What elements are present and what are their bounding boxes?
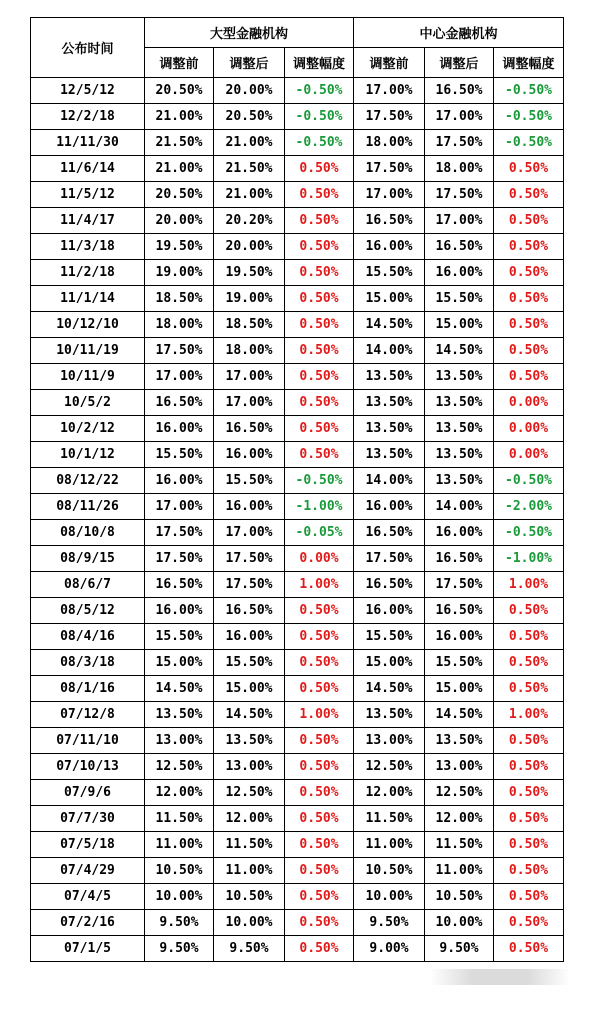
date-cell: 11/3/18 [31, 234, 145, 260]
ratio-cell: 15.00% [425, 676, 494, 702]
change-cell: 0.50% [494, 260, 564, 286]
ratio-cell: 13.50% [214, 728, 285, 754]
change-cell: 0.50% [285, 182, 354, 208]
ratio-cell: 10.50% [214, 884, 285, 910]
table-row [31, 910, 564, 936]
change-cell: 0.50% [285, 390, 354, 416]
ratio-cell: 18.50% [214, 312, 285, 338]
ratio-cell: 9.00% [354, 936, 425, 962]
ratio-cell: 14.00% [425, 494, 494, 520]
ratio-cell: 13.50% [354, 442, 425, 468]
ratio-cell: 17.50% [425, 182, 494, 208]
ratio-cell: 16.50% [425, 546, 494, 572]
date-cell: 11/5/12 [31, 182, 145, 208]
change-cell: 1.00% [285, 572, 354, 598]
change-cell: 0.50% [494, 780, 564, 806]
change-cell: -1.00% [285, 494, 354, 520]
ratio-cell: 17.00% [354, 78, 425, 104]
table-row [31, 702, 564, 728]
reserve-ratio-table [30, 17, 564, 962]
ratio-cell: 14.50% [354, 676, 425, 702]
change-cell: 0.50% [285, 780, 354, 806]
change-cell: 0.50% [494, 754, 564, 780]
table-row [31, 806, 564, 832]
date-cell: 07/2/16 [31, 910, 145, 936]
ratio-cell: 16.00% [354, 234, 425, 260]
change-cell: 0.00% [494, 416, 564, 442]
change-cell: -0.50% [494, 468, 564, 494]
ratio-cell: 9.50% [354, 910, 425, 936]
change-cell: 0.50% [285, 156, 354, 182]
ratio-cell: 15.00% [425, 312, 494, 338]
date-cell: 08/4/16 [31, 624, 145, 650]
header-row-groups [31, 18, 564, 48]
ratio-cell: 20.00% [145, 208, 214, 234]
change-cell: 0.50% [285, 754, 354, 780]
sub-header: 调整幅度 [285, 48, 354, 78]
ratio-cell: 21.00% [145, 104, 214, 130]
ratio-cell: 11.50% [145, 806, 214, 832]
ratio-cell: 16.00% [214, 494, 285, 520]
ratio-cell: 18.00% [145, 312, 214, 338]
table-row [31, 858, 564, 884]
change-cell: 0.50% [285, 286, 354, 312]
ratio-cell: 20.20% [214, 208, 285, 234]
table-row [31, 780, 564, 806]
date-cell: 07/4/5 [31, 884, 145, 910]
change-cell: 0.50% [494, 338, 564, 364]
ratio-cell: 17.00% [145, 494, 214, 520]
change-cell: 0.00% [285, 546, 354, 572]
date-cell: 10/12/10 [31, 312, 145, 338]
table-row [31, 78, 564, 104]
table-row [31, 650, 564, 676]
ratio-cell: 11.00% [425, 858, 494, 884]
change-cell: 0.50% [494, 156, 564, 182]
ratio-cell: 17.00% [425, 208, 494, 234]
ratio-cell: 17.00% [214, 520, 285, 546]
ratio-cell: 13.50% [354, 390, 425, 416]
ratio-cell: 15.00% [354, 650, 425, 676]
ratio-cell: 11.50% [425, 832, 494, 858]
date-cell: 07/4/29 [31, 858, 145, 884]
date-cell: 11/11/30 [31, 130, 145, 156]
ratio-cell: 14.00% [354, 338, 425, 364]
date-cell: 07/7/30 [31, 806, 145, 832]
date-cell: 08/9/15 [31, 546, 145, 572]
table-row [31, 598, 564, 624]
change-cell: 0.50% [494, 182, 564, 208]
change-cell: 1.00% [285, 702, 354, 728]
ratio-cell: 15.50% [145, 442, 214, 468]
ratio-cell: 11.00% [354, 832, 425, 858]
ratio-cell: 19.00% [145, 260, 214, 286]
ratio-cell: 18.50% [145, 286, 214, 312]
ratio-cell: 11.50% [354, 806, 425, 832]
ratio-cell: 13.50% [425, 416, 494, 442]
change-cell: -0.50% [494, 130, 564, 156]
sub-header: 调整后 [425, 48, 494, 78]
ratio-cell: 18.00% [425, 156, 494, 182]
change-cell: 0.50% [494, 858, 564, 884]
ratio-cell: 17.50% [214, 546, 285, 572]
change-cell: 0.50% [285, 234, 354, 260]
ratio-cell: 14.50% [214, 702, 285, 728]
date-cell: 12/5/12 [31, 78, 145, 104]
ratio-cell: 16.50% [425, 598, 494, 624]
ratio-cell: 9.50% [145, 936, 214, 962]
ratio-cell: 10.50% [145, 858, 214, 884]
sub-header: 调整后 [214, 48, 285, 78]
date-cell: 08/6/7 [31, 572, 145, 598]
ratio-cell: 13.00% [214, 754, 285, 780]
table-row [31, 624, 564, 650]
ratio-cell: 15.00% [214, 676, 285, 702]
sub-header: 调整前 [354, 48, 425, 78]
ratio-cell: 17.00% [145, 364, 214, 390]
ratio-cell: 16.00% [354, 598, 425, 624]
table-row [31, 494, 564, 520]
ratio-cell: 20.50% [145, 78, 214, 104]
ratio-cell: 16.00% [214, 442, 285, 468]
ratio-cell: 17.50% [145, 338, 214, 364]
date-cell: 08/10/8 [31, 520, 145, 546]
ratio-cell: 11.00% [145, 832, 214, 858]
ratio-cell: 20.50% [214, 104, 285, 130]
change-cell: 0.50% [494, 650, 564, 676]
change-cell: 0.50% [285, 312, 354, 338]
change-cell: -0.50% [285, 104, 354, 130]
ratio-cell: 21.50% [145, 130, 214, 156]
table-row [31, 442, 564, 468]
change-cell: 0.00% [494, 442, 564, 468]
change-cell: -0.50% [494, 104, 564, 130]
ratio-cell: 16.00% [354, 494, 425, 520]
ratio-cell: 16.50% [354, 572, 425, 598]
date-cell: 08/5/12 [31, 598, 145, 624]
ratio-cell: 14.50% [425, 702, 494, 728]
date-cell: 11/6/14 [31, 156, 145, 182]
change-cell: 0.50% [494, 624, 564, 650]
date-cell: 07/12/8 [31, 702, 145, 728]
ratio-cell: 13.00% [354, 728, 425, 754]
date-cell: 10/2/12 [31, 416, 145, 442]
change-cell: 0.50% [494, 936, 564, 962]
sub-header: 调整前 [145, 48, 214, 78]
ratio-cell: 15.00% [354, 286, 425, 312]
change-cell: 0.50% [285, 260, 354, 286]
table-row [31, 676, 564, 702]
ratio-cell: 17.50% [425, 130, 494, 156]
ratio-cell: 16.50% [425, 234, 494, 260]
date-cell: 08/12/22 [31, 468, 145, 494]
ratio-cell: 21.50% [214, 156, 285, 182]
change-cell: 0.50% [285, 728, 354, 754]
change-cell: 0.00% [494, 390, 564, 416]
table-row [31, 364, 564, 390]
ratio-cell: 17.50% [354, 156, 425, 182]
change-cell: 0.50% [494, 286, 564, 312]
ratio-cell: 21.00% [214, 130, 285, 156]
ratio-cell: 13.50% [354, 416, 425, 442]
ratio-cell: 15.00% [145, 650, 214, 676]
ratio-cell: 14.50% [145, 676, 214, 702]
date-cell: 07/5/18 [31, 832, 145, 858]
ratio-cell: 12.00% [145, 780, 214, 806]
ratio-cell: 17.50% [354, 104, 425, 130]
ratio-cell: 16.00% [425, 624, 494, 650]
table-row [31, 104, 564, 130]
ratio-cell: 12.50% [214, 780, 285, 806]
ratio-cell: 18.00% [354, 130, 425, 156]
ratio-cell: 16.00% [425, 260, 494, 286]
date-cell: 10/11/9 [31, 364, 145, 390]
change-cell: 0.50% [285, 624, 354, 650]
change-cell: -1.00% [494, 546, 564, 572]
ratio-cell: 13.50% [145, 702, 214, 728]
ratio-cell: 16.50% [425, 78, 494, 104]
date-cell: 10/5/2 [31, 390, 145, 416]
ratio-cell: 19.00% [214, 286, 285, 312]
change-cell: 0.50% [285, 650, 354, 676]
change-cell: -0.50% [285, 130, 354, 156]
table-row [31, 234, 564, 260]
ratio-cell: 12.00% [214, 806, 285, 832]
change-cell: 0.50% [285, 442, 354, 468]
ratio-cell: 17.00% [354, 182, 425, 208]
ratio-cell: 15.50% [425, 650, 494, 676]
ratio-cell: 16.00% [145, 598, 214, 624]
ratio-cell: 15.50% [214, 468, 285, 494]
table-row [31, 572, 564, 598]
change-cell: -0.05% [285, 520, 354, 546]
ratio-cell: 11.50% [214, 832, 285, 858]
ratio-cell: 11.00% [214, 858, 285, 884]
ratio-cell: 17.50% [425, 572, 494, 598]
table-row [31, 156, 564, 182]
date-column-header: 公布时间 [31, 18, 145, 78]
ratio-cell: 16.50% [214, 598, 285, 624]
change-cell: 0.50% [494, 676, 564, 702]
ratio-cell: 17.00% [214, 390, 285, 416]
ratio-cell: 17.50% [145, 546, 214, 572]
change-cell: 0.50% [285, 806, 354, 832]
change-cell: 1.00% [494, 702, 564, 728]
ratio-cell: 12.50% [145, 754, 214, 780]
date-cell: 07/11/10 [31, 728, 145, 754]
ratio-cell: 13.50% [354, 702, 425, 728]
ratio-cell: 16.00% [145, 416, 214, 442]
change-cell: -0.50% [285, 78, 354, 104]
change-cell: 0.50% [494, 208, 564, 234]
change-cell: 0.50% [494, 884, 564, 910]
change-cell: -0.50% [494, 520, 564, 546]
group-header-medium: 中心金融机构 [354, 18, 564, 48]
date-cell: 10/1/12 [31, 442, 145, 468]
ratio-cell: 13.50% [425, 728, 494, 754]
date-cell: 11/2/18 [31, 260, 145, 286]
change-cell: 0.50% [285, 416, 354, 442]
ratio-cell: 14.50% [425, 338, 494, 364]
ratio-cell: 13.50% [354, 364, 425, 390]
ratio-cell: 12.50% [425, 780, 494, 806]
ratio-cell: 13.00% [425, 754, 494, 780]
group-header-large: 大型金融机构 [145, 18, 354, 48]
date-cell: 07/9/6 [31, 780, 145, 806]
table-row [31, 338, 564, 364]
ratio-cell: 10.00% [425, 910, 494, 936]
table-row [31, 520, 564, 546]
change-cell: -0.50% [494, 78, 564, 104]
table-row [31, 468, 564, 494]
ratio-cell: 9.50% [145, 910, 214, 936]
change-cell: 0.50% [494, 364, 564, 390]
change-cell: 0.50% [494, 806, 564, 832]
ratio-cell: 17.50% [214, 572, 285, 598]
ratio-cell: 21.00% [214, 182, 285, 208]
ratio-cell: 17.50% [354, 546, 425, 572]
ratio-cell: 18.00% [214, 338, 285, 364]
ratio-cell: 16.00% [145, 468, 214, 494]
ratio-cell: 10.50% [425, 884, 494, 910]
table-row [31, 390, 564, 416]
ratio-cell: 13.50% [425, 468, 494, 494]
date-cell: 12/2/18 [31, 104, 145, 130]
change-cell: -0.50% [285, 468, 354, 494]
ratio-cell: 15.50% [354, 260, 425, 286]
date-cell: 07/10/13 [31, 754, 145, 780]
table-row [31, 208, 564, 234]
table-row [31, 884, 564, 910]
ratio-cell: 15.50% [354, 624, 425, 650]
ratio-cell: 20.00% [214, 234, 285, 260]
ratio-cell: 9.50% [214, 936, 285, 962]
date-cell: 11/1/14 [31, 286, 145, 312]
ratio-cell: 17.00% [425, 104, 494, 130]
ratio-cell: 15.50% [214, 650, 285, 676]
table-row [31, 728, 564, 754]
ratio-cell: 17.50% [145, 520, 214, 546]
date-cell: 11/4/17 [31, 208, 145, 234]
change-cell: 0.50% [285, 338, 354, 364]
change-cell: 1.00% [494, 572, 564, 598]
table-row [31, 416, 564, 442]
ratio-cell: 16.50% [354, 208, 425, 234]
table-row [31, 260, 564, 286]
ratio-cell: 10.00% [354, 884, 425, 910]
ratio-cell: 13.50% [425, 390, 494, 416]
change-cell: 0.50% [285, 858, 354, 884]
change-cell: 0.50% [494, 910, 564, 936]
change-cell: 0.50% [494, 234, 564, 260]
change-cell: 0.50% [494, 598, 564, 624]
change-cell: 0.50% [494, 312, 564, 338]
change-cell: 0.50% [494, 728, 564, 754]
change-cell: -2.00% [494, 494, 564, 520]
change-cell: 0.50% [285, 364, 354, 390]
table-row [31, 130, 564, 156]
ratio-cell: 19.50% [214, 260, 285, 286]
date-cell: 10/11/19 [31, 338, 145, 364]
date-cell: 08/3/18 [31, 650, 145, 676]
change-cell: 0.50% [285, 598, 354, 624]
table-row [31, 832, 564, 858]
ratio-cell: 10.00% [214, 910, 285, 936]
ratio-cell: 13.50% [425, 364, 494, 390]
ratio-cell: 12.50% [354, 754, 425, 780]
watermark [430, 969, 570, 985]
ratio-cell: 16.50% [214, 416, 285, 442]
ratio-cell: 13.50% [425, 442, 494, 468]
change-cell: 0.50% [285, 884, 354, 910]
ratio-cell: 20.00% [214, 78, 285, 104]
change-cell: 0.50% [285, 936, 354, 962]
change-cell: 0.50% [285, 910, 354, 936]
ratio-cell: 12.00% [354, 780, 425, 806]
table-body [31, 78, 564, 962]
table-row [31, 182, 564, 208]
ratio-cell: 16.00% [214, 624, 285, 650]
change-cell: 0.50% [285, 832, 354, 858]
ratio-cell: 10.50% [354, 858, 425, 884]
ratio-cell: 15.50% [145, 624, 214, 650]
date-cell: 07/1/5 [31, 936, 145, 962]
ratio-cell: 14.00% [354, 468, 425, 494]
ratio-cell: 16.50% [354, 520, 425, 546]
ratio-cell: 16.00% [425, 520, 494, 546]
sub-header: 调整幅度 [494, 48, 564, 78]
table-row [31, 286, 564, 312]
ratio-cell: 13.00% [145, 728, 214, 754]
ratio-cell: 12.00% [425, 806, 494, 832]
change-cell: 0.50% [285, 208, 354, 234]
change-cell: 0.50% [494, 832, 564, 858]
table-row [31, 312, 564, 338]
ratio-cell: 21.00% [145, 156, 214, 182]
ratio-cell: 16.50% [145, 572, 214, 598]
ratio-cell: 19.50% [145, 234, 214, 260]
ratio-cell: 9.50% [425, 936, 494, 962]
ratio-cell: 20.50% [145, 182, 214, 208]
table-row [31, 754, 564, 780]
date-cell: 08/1/16 [31, 676, 145, 702]
ratio-cell: 14.50% [354, 312, 425, 338]
ratio-cell: 16.50% [145, 390, 214, 416]
date-cell: 08/11/26 [31, 494, 145, 520]
ratio-cell: 10.00% [145, 884, 214, 910]
table-row [31, 936, 564, 962]
ratio-cell: 17.00% [214, 364, 285, 390]
change-cell: 0.50% [285, 676, 354, 702]
ratio-cell: 15.50% [425, 286, 494, 312]
table-row [31, 546, 564, 572]
